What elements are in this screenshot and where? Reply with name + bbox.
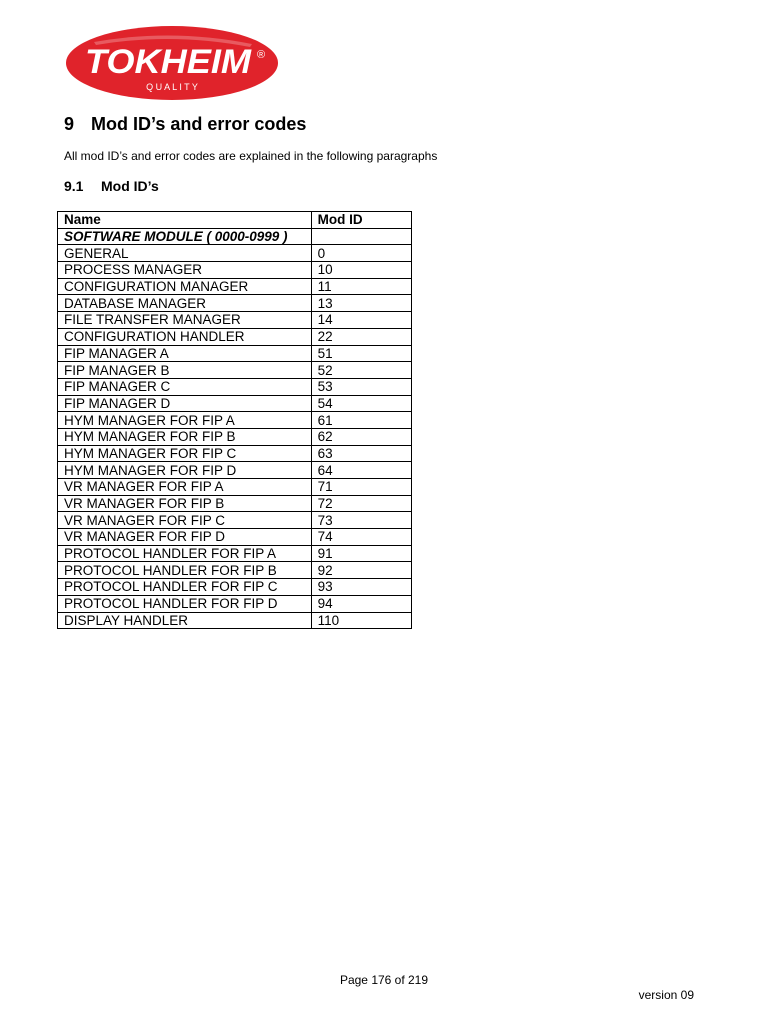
section-value-cell [311,228,411,245]
module-name-cell: GENERAL [58,245,312,262]
table-row [58,595,412,612]
table-row [58,412,412,429]
table-row [58,545,412,562]
section-number: 9 [64,114,75,134]
section-title: Mod ID’s and error codes [91,114,307,134]
table-row [58,512,412,529]
table-row [58,495,412,512]
module-name-cell: VR MANAGER FOR FIP A [58,479,312,496]
section-label: SOFTWARE MODULE ( 0000-0999 ) [58,228,312,245]
logo-registered-mark: ® [256,49,266,61]
module-name-cell: HYM MANAGER FOR FIP C [58,445,312,462]
module-name-cell: VR MANAGER FOR FIP C [58,512,312,529]
tokheim-logo [64,22,280,104]
mod-id-cell: 110 [311,612,411,629]
table-row [58,345,412,362]
subsection-number: 9.1 [64,178,84,194]
module-name-cell: PROTOCOL HANDLER FOR FIP B [58,562,312,579]
table-row [58,445,412,462]
mod-id-cell: 92 [311,562,411,579]
module-name-cell: PROTOCOL HANDLER FOR FIP A [58,545,312,562]
table-row [58,245,412,262]
mod-id-cell: 91 [311,545,411,562]
mod-id-cell: 14 [311,312,411,329]
logo-brand-text: TOKHEIM [85,43,252,81]
mod-id-cell: 53 [311,378,411,395]
module-name-cell: PROTOCOL HANDLER FOR FIP D [58,595,312,612]
table-row [58,395,412,412]
mod-id-cell: 93 [311,579,411,596]
module-name-cell: PROCESS MANAGER [58,262,312,279]
mod-id-cell: 10 [311,262,411,279]
page-number: Page 176 of 219 [339,973,429,987]
module-name-cell: DISPLAY HANDLER [58,612,312,629]
table-row [58,328,412,345]
mod-id-cell: 51 [311,345,411,362]
table-row [58,428,412,445]
table-row [58,479,412,496]
column-header-mod-id: Mod ID [311,212,411,229]
module-name-cell: HYM MANAGER FOR FIP D [58,462,312,479]
table-header-row [58,212,412,229]
table-row [58,262,412,279]
mod-id-cell: 74 [311,529,411,546]
column-header-name: Name [58,212,312,229]
mod-id-table [57,211,412,629]
module-name-cell: CONFIGURATION HANDLER [58,328,312,345]
table-row [58,295,412,312]
mod-id-cell: 61 [311,412,411,429]
intro-paragraph: All mod ID’s and error codes are explained in the following paragraphs [64,149,438,163]
mod-id-cell: 22 [311,328,411,345]
mod-id-cell: 72 [311,495,411,512]
mod-id-cell: 71 [311,479,411,496]
mod-id-cell: 73 [311,512,411,529]
mod-id-cell: 54 [311,395,411,412]
tokheim-logo-graphic [64,22,280,104]
module-name-cell: FIP MANAGER C [58,378,312,395]
module-name-cell: PROTOCOL HANDLER FOR FIP C [58,579,312,596]
mod-id-cell: 64 [311,462,411,479]
module-name-cell: FIP MANAGER B [58,362,312,379]
module-name-cell: FIP MANAGER A [58,345,312,362]
module-name-cell: DATABASE MANAGER [58,295,312,312]
section-heading [64,114,306,135]
logo-tagline: Q U A L I T Y [146,82,198,92]
module-name-cell: VR MANAGER FOR FIP B [58,495,312,512]
table-row [58,529,412,546]
mod-id-cell: 0 [311,245,411,262]
module-name-cell: HYM MANAGER FOR FIP B [58,428,312,445]
module-name-cell: FIP MANAGER D [58,395,312,412]
table-row [58,312,412,329]
table-row [58,362,412,379]
table-row [58,462,412,479]
mod-id-cell: 94 [311,595,411,612]
subsection-heading [64,178,159,194]
mod-id-cell: 63 [311,445,411,462]
table-row [58,612,412,629]
mod-id-cell: 62 [311,428,411,445]
subsection-title: Mod ID’s [101,178,159,194]
table-section-row [58,228,412,245]
table-row [58,579,412,596]
mod-id-cell: 11 [311,278,411,295]
module-name-cell: VR MANAGER FOR FIP D [58,529,312,546]
mod-id-cell: 52 [311,362,411,379]
module-name-cell: CONFIGURATION MANAGER [58,278,312,295]
module-name-cell: FILE TRANSFER MANAGER [58,312,312,329]
module-name-cell: HYM MANAGER FOR FIP A [58,412,312,429]
table-row [58,278,412,295]
mod-id-cell: 13 [311,295,411,312]
version-label: version 09 [638,988,694,1002]
table-row [58,562,412,579]
table-row [58,378,412,395]
